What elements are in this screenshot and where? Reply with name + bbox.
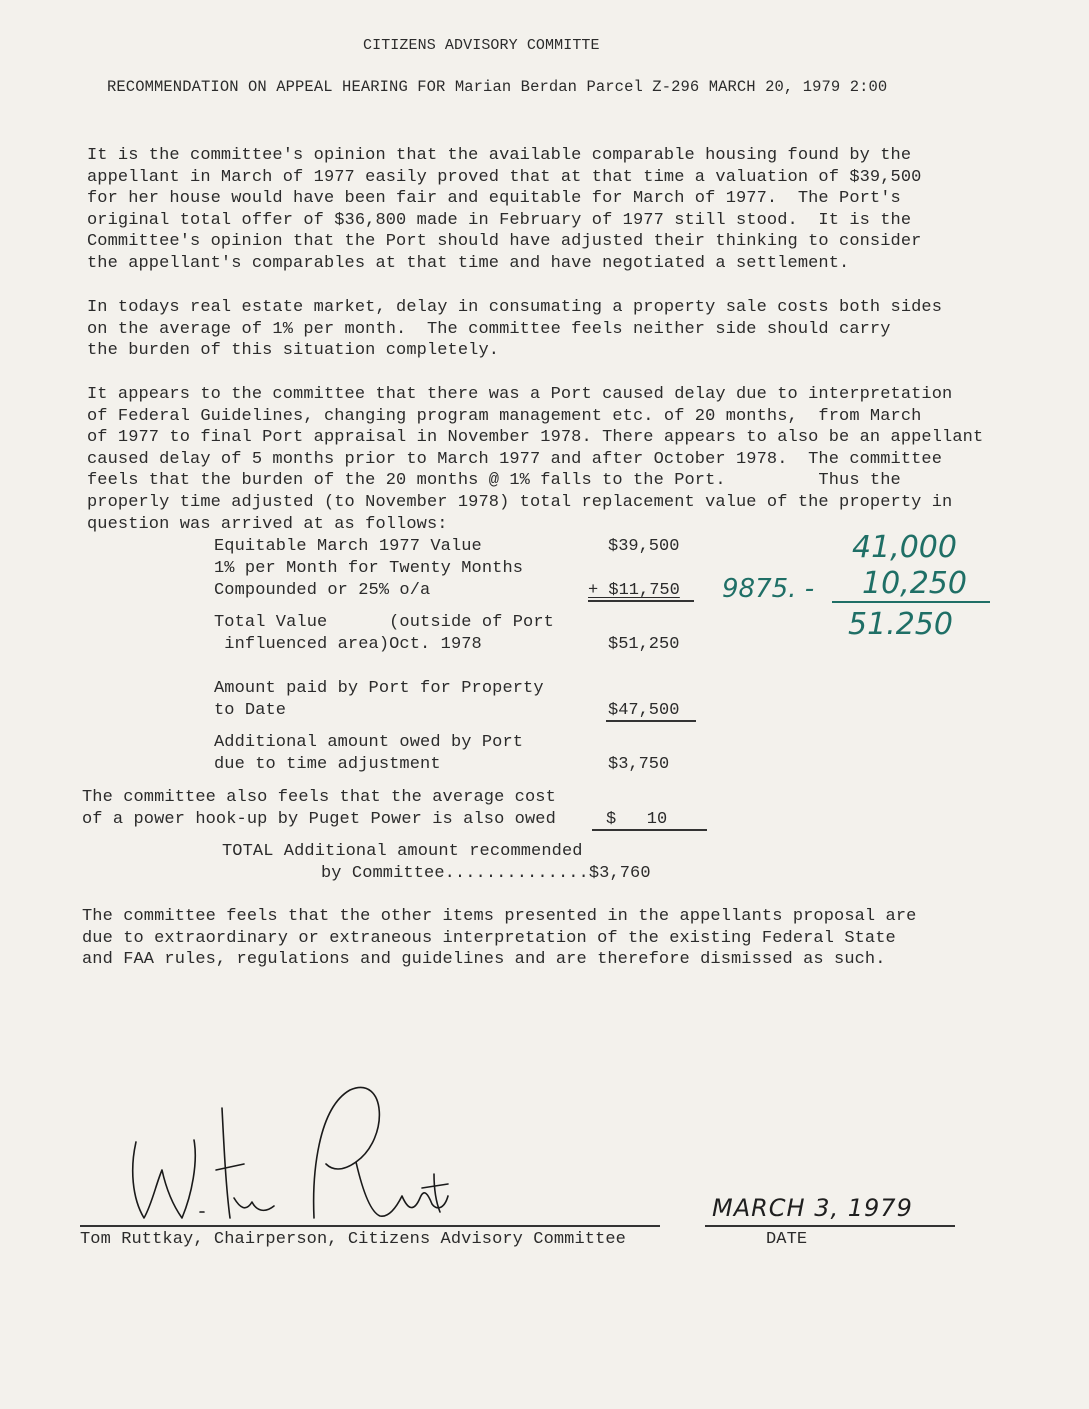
- paid-rule: [606, 720, 696, 722]
- handwritten-rule: [832, 601, 990, 603]
- paragraph-line: The committee feels that the other items presented in the appellants proposal are: [82, 907, 917, 926]
- paragraph-line: the burden of this situation completely.: [87, 341, 500, 361]
- subtotal-rule: [588, 600, 694, 602]
- additional-owed-label: due to time adjustment: [214, 755, 441, 774]
- equitable-value-amount: $39,500: [608, 537, 680, 556]
- paragraph-line: question was arrived at as follows:: [87, 514, 448, 534]
- amount-paid-value: $47,500: [608, 701, 680, 720]
- paragraph-line: Committee's opinion that the Port should have adjusted their thinking to consider: [87, 232, 922, 252]
- additional-owed-value: $3,750: [608, 755, 670, 774]
- date-rule: [705, 1225, 955, 1227]
- committee-title: CITIZENS ADVISORY COMMITTE: [363, 37, 600, 54]
- equitable-value-label: Equitable March 1977 Value: [214, 537, 482, 556]
- handwritten-note-bottom: 51.250: [848, 607, 953, 642]
- total-value-amount: $51,250: [608, 635, 680, 654]
- handwritten-note-left: 9875. -: [722, 574, 815, 604]
- power-rule: [592, 829, 707, 831]
- paragraph-line: on the average of 1% per month. The committee feels neither side should carry: [87, 319, 891, 339]
- paragraph-line: appellant in March of 1977 easily proved that at that time a valuation of $39,500: [87, 167, 922, 187]
- paragraph-line: of Federal Guidelines, changing program management etc. of 20 months, from March: [87, 406, 922, 426]
- paragraph-line: and FAA rules, regulations and guidelines and are therefore dismissed as such.: [82, 950, 886, 970]
- paragraph-line: In todays real estate market, delay in consumating a property sale costs both sides: [87, 298, 943, 317]
- monthly-adjustment-label: Compounded or 25% o/a: [214, 581, 431, 600]
- power-hookup-value: $ 10: [606, 810, 668, 829]
- paragraph-line: properly time adjusted (to November 1978) total replacement value of the property in: [87, 493, 953, 512]
- paragraph-line: of 1977 to final Port appraisal in November 1978. There appears to also be an appellant: [87, 428, 984, 448]
- total-value-label: Total Value (outside of Port: [214, 613, 554, 632]
- power-hookup-label: of a power hook-up by Puget Power is also owed: [82, 810, 556, 829]
- handwritten-note-top: 41,000: [852, 530, 957, 565]
- paragraph-line: for her house would have been fair and equitable for March of 1977. The Port's: [87, 189, 901, 209]
- monthly-adjustment-label: 1% per Month for Twenty Months: [214, 559, 524, 578]
- grand-total-line: by Committee..............$3,760: [321, 864, 651, 883]
- signature-rule: [80, 1225, 660, 1227]
- amount-paid-label: Amount paid by Port for Property: [214, 679, 544, 698]
- total-value-label: influenced area)Oct. 1978: [214, 635, 482, 654]
- monthly-adjustment-amount: + $11,750: [588, 581, 680, 600]
- paragraph-line: the appellant's comparables at that time and have negotiated a settlement.: [87, 254, 850, 273]
- paragraph-line: due to extraordinary or extraneous interpretation of the existing Federal State: [82, 928, 896, 948]
- handwritten-note-middle: 10,250: [862, 566, 967, 601]
- handwritten-date: MARCH 3, 1979: [712, 1194, 913, 1222]
- additional-owed-label: Additional amount owed by Port: [214, 733, 524, 752]
- paragraph-line: feels that the burden of the 20 months @ 1% falls to the Port. Thus the: [87, 471, 901, 491]
- grand-total-label: TOTAL Additional amount recommended: [222, 842, 583, 861]
- amount-paid-label: to Date: [214, 701, 287, 720]
- signer-caption: Tom Ruttkay, Chairperson, Citizens Advisory Committee: [80, 1230, 626, 1249]
- date-caption: DATE: [766, 1230, 808, 1249]
- paragraph-line: It appears to the committee that there was a Port caused delay due to interpretation: [87, 385, 953, 404]
- power-hookup-label: The committee also feels that the average cost: [82, 788, 556, 807]
- paragraph-line: original total offer of $36,800 made in February of 1977 still stood. It is the: [87, 210, 912, 230]
- subject-line: RECOMMENDATION ON APPEAL HEARING FOR Marian Berdan Parcel Z-296 MARCH 20, 1979 2:00: [107, 78, 888, 96]
- paragraph-line: caused delay of 5 months prior to March 1977 and after October 1978. The committee: [87, 449, 943, 469]
- signature-image: [118, 1078, 478, 1228]
- paragraph-line: It is the committee's opinion that the available comparable housing found by the: [87, 146, 912, 165]
